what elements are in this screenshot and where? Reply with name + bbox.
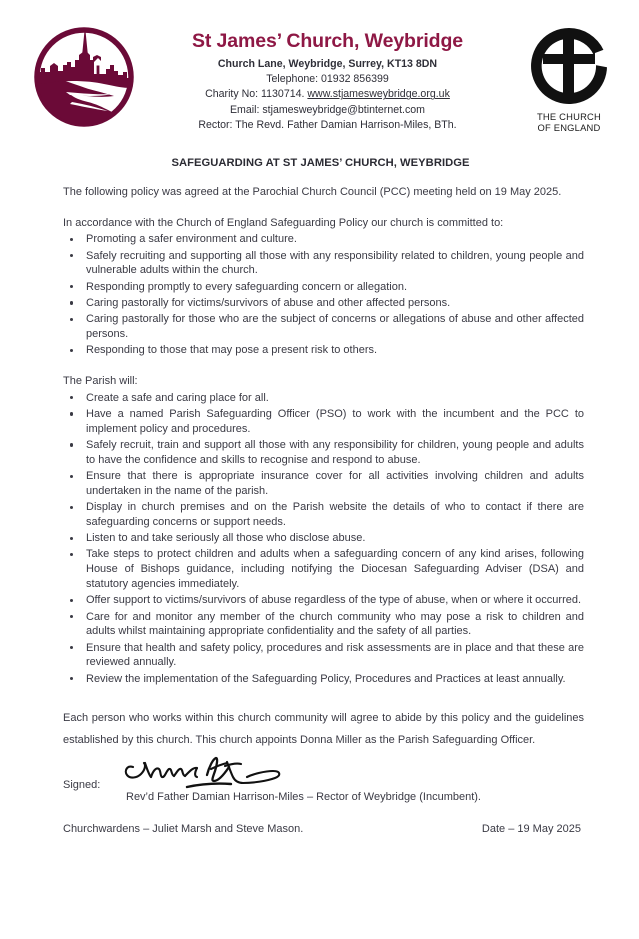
signature-block [63,753,584,801]
list-item: Caring pastorally for those who are the subject of concerns or allegations of abuse and other affected persons. [63,312,584,342]
church-name: St James’ Church, Weybridge [191,30,464,52]
list-item: Review the implementation of the Safeguarding Policy, Procedures and Practices at least annually. [63,672,584,687]
signature-damian-harrison-miles [121,753,311,793]
closing-paragraph: Each person who works within this church community will agree to abide by this policy and the guidelines established by this church. This church appoints Donna Miller as the Parish Safeguarding Officer. [63,712,584,746]
list-item: Care for and monitor any member of the church community who may pose a risk to children and adults whilst maintaining appropriate confidentiality and the safety of all parties. [63,610,584,640]
parish-will-list [63,391,584,687]
church-rector: Rector: The Revd. Father Damian Harrison-Miles, BTh. [198,118,457,131]
list-item: Offer support to victims/survivors of abuse regardless of the type of abuse, when or where it occurred. [63,593,584,608]
signed-label: Signed: [63,778,101,791]
charity-number: Charity No: 1130714. [205,88,308,101]
commitment-lead: In accordance with the Church of England Safeguarding Policy our church is committed to: [63,216,504,229]
document-date: Date – 19 May 2025 [481,822,581,835]
church-address: Church Lane, Weybridge, Surrey, KT13 8DN [217,58,438,71]
letterhead-text [138,22,517,133]
st-james-church-roundel-logo [30,22,138,132]
coe-line-1: THE CHURCH [537,111,601,122]
charity-and-website-line [142,87,513,102]
list-item: Responding to those that may pose a present risk to others. [63,343,584,358]
church-email: Email: stjamesweybridge@btinternet.com [229,103,426,116]
list-item: Promoting a safer environment and culture. [63,232,584,247]
list-item: Take steps to protect children and adults when a safeguarding concern of any kind arises, following House of Bishops guidance, including notifying the Diocesan Safeguarding Adviser (DSA) and statutory agencies immediately. [63,547,584,591]
church-of-england-logo [527,24,611,108]
list-item: Display in church premises and on the Parish website the details of who to contact if there are safeguarding concerns or support needs. [63,500,584,530]
list-item: Have a named Parish Safeguarding Officer (PSO) to work with the incumbent and the PCC to implement policy and procedures. [63,407,584,437]
coe-line-2: OF ENGLAND [537,122,601,134]
list-item: Safely recruit, train and support all those with any responsibility for children, young people and adults to have the confidence and skills to recognise and respond to abuse. [63,438,584,468]
list-item: Responding promptly to every safeguarding concern or allegation. [63,280,584,295]
list-item: Caring pastorally for victims/survivors of abuse and other affected persons. [63,296,584,311]
church-telephone: Telephone: 01932 856399 [266,73,389,86]
document-footer [63,823,584,835]
intro-paragraph: The following policy was agreed at the Parochial Church Council (PCC) meeting held on 19 May 2025. [63,186,562,198]
website-link[interactable]: www.stjamesweybridge.org.uk [307,88,450,101]
church-of-england-block [517,22,621,133]
signatory-name: Rev’d Father Damian Harrison-Miles – Rector of Weybridge (Incumbent). [126,790,481,803]
page-title: SAFEGUARDING AT ST JAMES’ CHURCH, WEYBRIDGE [171,157,470,169]
list-item: Create a safe and caring place for all. [63,391,584,406]
commitments-list [63,232,584,358]
list-item: Ensure that health and safety policy, procedures and risk assessments are in place and that these are reviewed annually. [63,641,584,671]
document-body [0,157,639,835]
list-item: Listen to and take seriously all those who disclose abuse. [63,531,584,546]
churchwardens: Churchwardens – Juliet Marsh and Steve Mason. [63,822,304,835]
letterhead [0,0,639,145]
list-item: Ensure that there is appropriate insurance cover for all activities involving children and adults undertaken in the name of the parish. [63,469,584,499]
list-item: Safely recruiting and supporting all those with any responsibility related to children, young people and vulnerable adults within the church. [63,249,584,279]
coe-wordmark [517,111,621,133]
parish-lead: The Parish will: [63,375,138,387]
